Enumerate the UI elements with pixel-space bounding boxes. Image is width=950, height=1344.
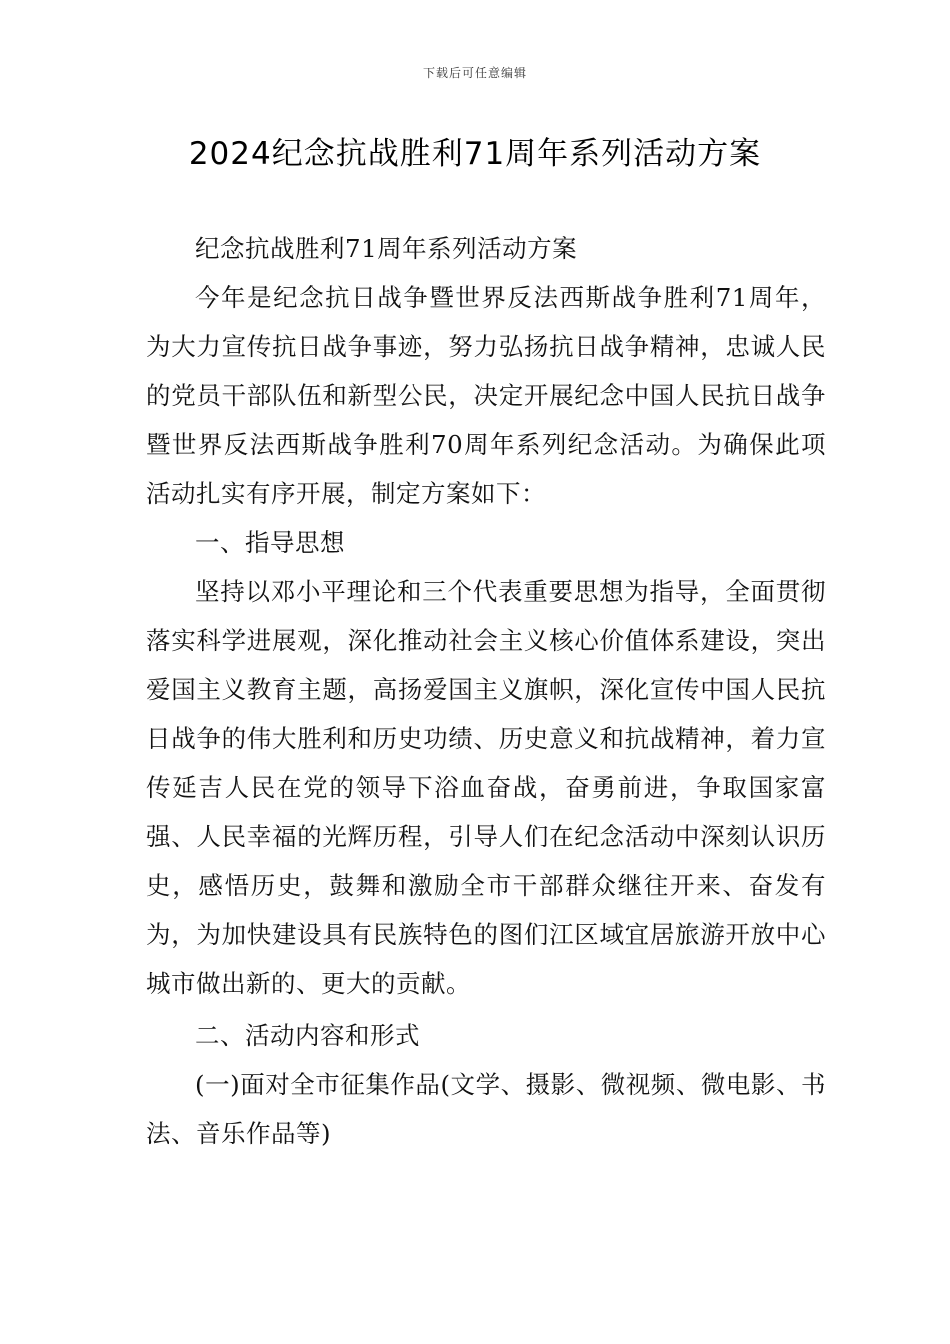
document-title: 2024纪念抗战胜利71周年系列活动方案 [188, 136, 762, 172]
section-heading-guiding-thought: 一、指导思想 [195, 528, 345, 557]
guiding-thought-paragraph: 坚持以邓小平理论和三个代表重要思想为指导，全面贯彻落实科学进展观，深化推动社会主义核心价值体系建设，突出爱国主义教育主题，高扬爱国主义旗帜，深化宣传中国人民抗日战争的伟大胜利和历史功绩、历史意义和抗战精神，着力宣传延吉人民在党的领导下浴血奋战，奋勇前进，争取国家富强、人民幸福的光辉历程，引导人们在纪念活动中深刻认识历史，感悟历史，鼓舞和激励全市干部群众继往开来、奋发有为，为加快建设具有民族特色的图们江区域宜居旅游开放中心城市做出新的、更大的贡献。 [146, 577, 826, 998]
intro-paragraph: 今年是纪念抗日战争暨世界反法西斯战争胜利71周年，为大力宣传抗日战争事迹，努力弘扬抗日战争精神，忠诚人民的党员干部队伍和新型公民，决定开展纪念中国人民抗日战争暨世界反法西斯战争胜利70周年系列纪念活动。为确保此项活动扎实有序开展，制定方案如下： [146, 283, 826, 508]
activity-item-1: (一)面对全市征集作品(文学、摄影、微视频、微电影、书法、音乐作品等) [146, 1070, 826, 1148]
document-body [146, 224, 826, 1158]
header-note: 下载后可任意编辑 [422, 66, 527, 80]
subtitle-paragraph: 纪念抗战胜利71周年系列活动方案 [195, 234, 578, 263]
section-heading-activity-content: 二、活动内容和形式 [195, 1021, 420, 1050]
